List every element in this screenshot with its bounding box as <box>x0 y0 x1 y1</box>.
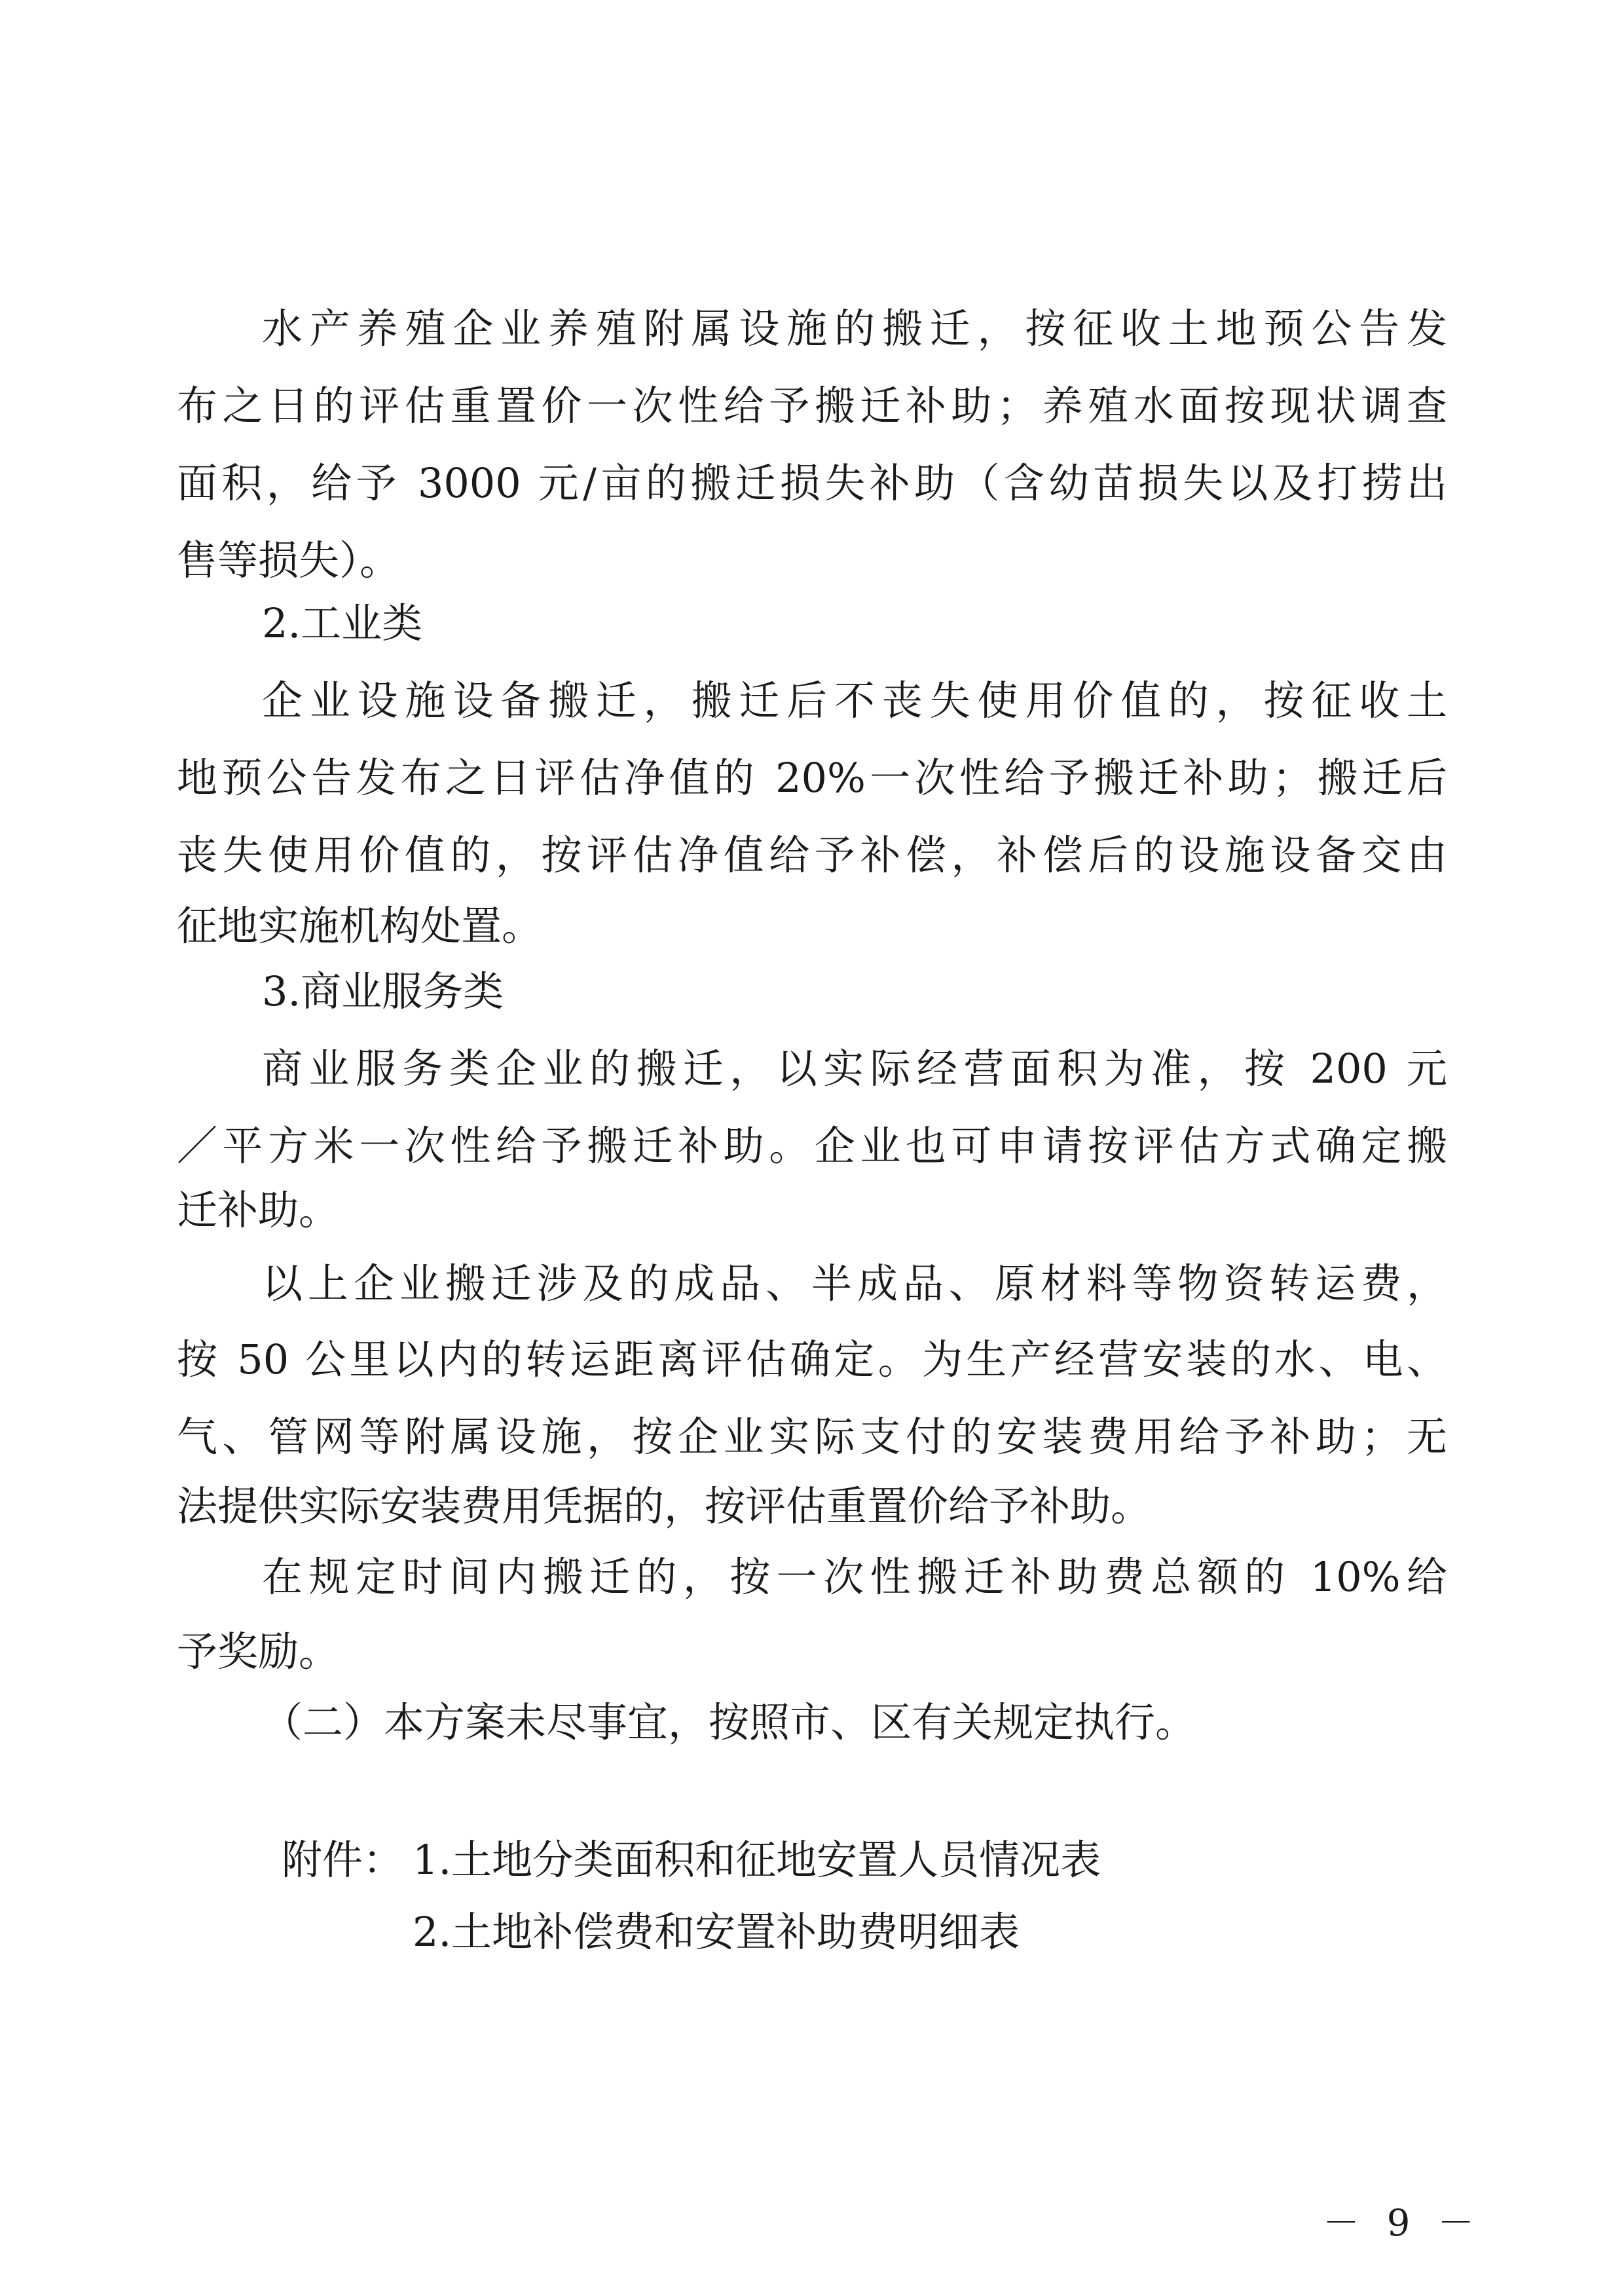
paragraph-line: （二）本方案未尽事宜，按照市、区有关规定执行。 <box>262 1698 1196 1746</box>
paragraph-line: 企业设施设备搬迁，搬迁后不丧失使用价值的，按征收土 <box>262 677 1447 724</box>
attachment-item: 1.土地分类面积和征地安置人员情况表 <box>413 1836 1101 1884</box>
paragraph-line: 气、管网等附属设施，按企业实际支付的安装费用给予补助；无 <box>177 1413 1447 1461</box>
paragraph-line: 售等损失）。 <box>177 536 401 584</box>
paragraph-line: 商业服务类企业的搬迁，以实际经营面积为准，按 200 元 <box>262 1045 1447 1092</box>
page-number: － 9 － <box>1323 2202 1483 2245</box>
attachments-label: 附件： <box>282 1836 404 1884</box>
paragraph-line: 水产养殖企业养殖附属设施的搬迁，按征收土地预公告发 <box>262 305 1447 352</box>
paragraph-line: 布之日的评估重置价一次性给予搬迁补助；养殖水面按现状调查 <box>177 382 1447 430</box>
paragraph-line: 在规定时间内搬迁的，按一次性搬迁补助费总额的 10%给 <box>262 1553 1447 1601</box>
section-heading: 2.工业类 <box>262 599 423 647</box>
paragraph-line: 迁补助。 <box>177 1186 340 1234</box>
paragraph-line: 征地实施机构处置。 <box>177 902 543 950</box>
paragraph-line: 按 50 公里以内的转运距离评估确定。为生产经营安装的水、电、 <box>177 1335 1447 1383</box>
paragraph-line: 地预公告发布之日评估净值的 20%一次性给予搬迁补助；搬迁后 <box>177 754 1447 802</box>
paragraph-line: 丧失使用价值的，按评估净值给予补偿，补偿后的设施设备交由 <box>177 831 1447 879</box>
paragraph-line: 面积，给予 3000 元/亩的搬迁损失补助（含幼苗损失以及打捞出 <box>177 459 1447 507</box>
attachment-item: 2.土地补偿费和安置补助费明细表 <box>413 1908 1020 1956</box>
section-heading: 3.商业服务类 <box>262 967 504 1015</box>
paragraph-line: 予奖励。 <box>177 1628 340 1675</box>
paragraph-line: 法提供实际安装费用凭据的，按评估重置价给予补助。 <box>177 1482 1152 1530</box>
paragraph-line: ／平方米一次性给予搬迁补助。企业也可申请按评估方式确定搬 <box>177 1122 1447 1170</box>
paragraph-line: 以上企业搬迁涉及的成品、半成品、原材料等物资转运费， <box>262 1259 1447 1307</box>
